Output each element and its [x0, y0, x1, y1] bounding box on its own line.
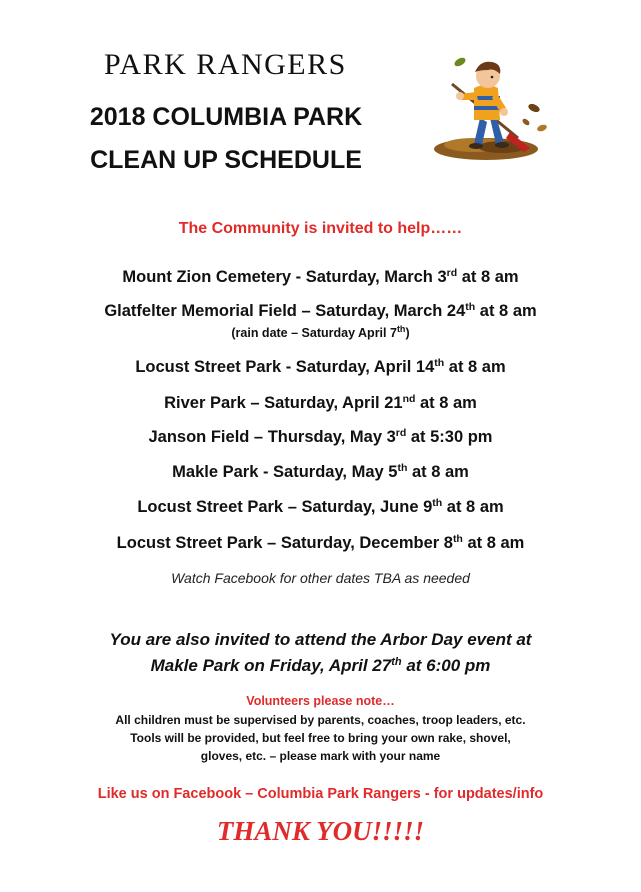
schedule-title-line1: 2018 COLUMBIA PARK: [89, 103, 363, 131]
facebook-callout: Like us on Facebook – Columbia Park Rangers - for updates/info: [97, 786, 544, 802]
event-item: River Park – Saturday, April 21nd at 8 am: [164, 393, 477, 412]
arbor-day-line1: You are also invited to attend the Arbor Day event at: [109, 630, 532, 649]
rain-date-note: (rain date – Saturday April 7th): [231, 324, 410, 340]
thank-you-banner: THANK YOU!!!!!: [216, 816, 425, 846]
volunteer-note-line: gloves, etc. – please mark with your name: [200, 749, 441, 763]
schedule-title-line2: CLEAN UP SCHEDULE: [90, 146, 362, 174]
event-item: Locust Street Park – Saturday, June 9th at 8 am: [137, 497, 504, 516]
volunteer-note-line: Tools will be provided, but feel free to bring your own rake, shovel,: [130, 731, 511, 745]
community-invite: The Community is invited to help……: [178, 220, 463, 237]
event-item: Makle Park - Saturday, May 5th at 8 am: [172, 462, 469, 481]
event-item: Glatfelter Memorial Field – Saturday, March 24th at 8 am: [104, 301, 537, 320]
event-item: Locust Street Park - Saturday, April 14th at 8 am: [135, 357, 506, 376]
event-item: Janson Field – Thursday, May 3rd at 5:30 pm: [148, 427, 493, 446]
arbor-day-line2: Makle Park on Friday, April 27th at 6:00 pm: [150, 656, 491, 675]
boy-raking-leaves-icon: [430, 52, 552, 164]
volunteers-title: Volunteers please note…: [246, 694, 395, 708]
volunteer-note-line: All children must be supervised by parents, coaches, troop leaders, etc.: [115, 713, 526, 727]
facebook-tba-note: Watch Facebook for other dates TBA as needed: [171, 570, 470, 586]
org-title: PARK RANGERS: [104, 48, 347, 81]
event-item: Locust Street Park – Saturday, December 8th at 8 am: [116, 533, 525, 552]
event-item: Mount Zion Cemetery - Saturday, March 3rd at 8 am: [122, 267, 519, 286]
